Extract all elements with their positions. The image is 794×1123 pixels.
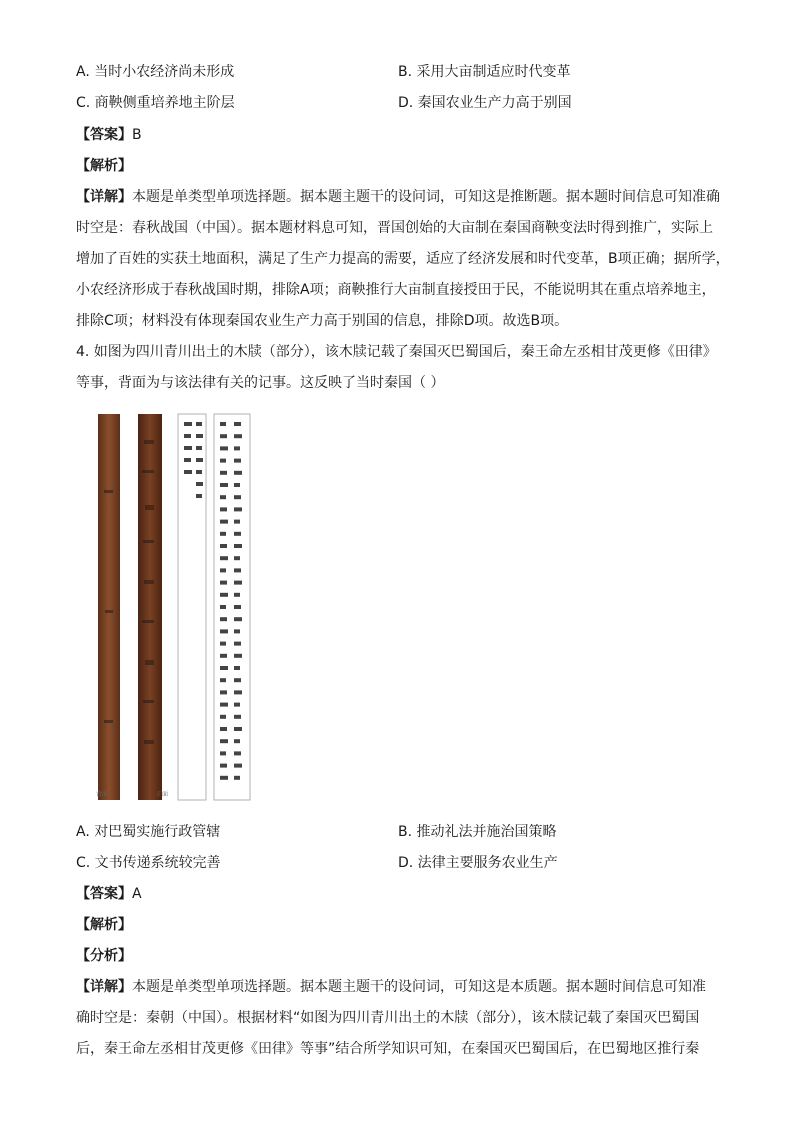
transcription-glyph xyxy=(234,581,242,585)
transcription-glyph xyxy=(234,776,240,780)
transcription-glyph xyxy=(234,556,240,560)
transcription-glyph xyxy=(220,727,227,731)
q3-detail-line: 小农经济形成于春秋战国时期，排除A项；商鞅推行大亩制直接授田于民，不能说明其在重点培养地主， xyxy=(76,282,716,298)
transcription-front xyxy=(214,414,250,800)
transcription-glyph xyxy=(220,556,228,560)
transcription-glyph xyxy=(220,471,227,475)
transcription-glyph xyxy=(220,459,226,463)
transcription-glyph xyxy=(220,446,228,450)
transcription-glyph xyxy=(234,666,240,670)
transcription-glyph xyxy=(234,459,241,463)
transcription-glyph xyxy=(234,605,241,609)
transcription-glyph xyxy=(220,495,226,499)
transcription-glyph xyxy=(220,507,227,511)
transcription-glyph xyxy=(220,483,228,487)
q4-stem-line: 4. 如图为四川青川出土的木牍（部分），该木牍记载了秦国灭巴蜀国后，秦王命左丞相甘茂更修《田律》 xyxy=(76,344,717,360)
answer-tag: 【答案】 xyxy=(76,127,132,143)
transcription-glyph xyxy=(220,593,228,597)
q3-option-c: C. 商鞅侧重培养地主阶层 xyxy=(76,95,235,111)
q4-analysis-tag: 【解析】 xyxy=(76,917,132,933)
transcription-glyph xyxy=(234,727,242,731)
wooden-slip-figure xyxy=(92,410,254,802)
answer-tag: 【答案】 xyxy=(76,886,132,902)
transcription-glyph xyxy=(220,642,226,646)
transcription-glyph xyxy=(234,532,241,536)
q4-detail-line: 【详解】本题是单类型单项选择题。据本题主题干的设问词，可知这是本质题。据本题时间信息可知准 xyxy=(76,979,706,995)
transcription-glyph xyxy=(220,544,227,548)
transcription-glyph xyxy=(234,483,240,487)
q3-detail-line: 时空是：春秋战国（中国）。据本题材料息可知，晋国创始的大亩制在秦国商鞅变法时得到推广，实际上 xyxy=(76,220,713,236)
q4-option-b: B. 推动礼法并施治国策略 xyxy=(398,824,557,840)
q3-detail-line: 【详解】本题是单类型单项选择题。据本题主题干的设问词，可知这是推断题。据本题时间信息可知准确 xyxy=(76,189,720,205)
transcription-glyph xyxy=(234,642,241,646)
transcription-glyph xyxy=(220,739,228,743)
transcription-glyph xyxy=(234,434,242,438)
q4-answer xyxy=(76,884,726,904)
transcription-glyph xyxy=(234,446,240,450)
transcription-glyph xyxy=(220,434,227,438)
transcription-glyph xyxy=(220,617,227,621)
transcription-glyph xyxy=(234,520,240,524)
transcription-glyph xyxy=(220,568,226,572)
figure-label-front: 正面 xyxy=(156,791,169,798)
q3-detail-line: 排除C项；材料没有体现秦国农业生产力高于别国的信息，排除D项。故选B项。 xyxy=(76,313,569,329)
answer-value: A xyxy=(132,886,142,902)
detail-tag: 【详解】 xyxy=(76,189,132,205)
transcription-glyph xyxy=(234,654,242,658)
q3-option-b: B. 采用大亩制适应时代变革 xyxy=(398,64,571,80)
q4-detail-line: 后，秦王命左丞相甘茂更修《田律》等事”结合所学知识可知，在秦国灭巴蜀国后，在巴蜀地区推行秦 xyxy=(76,1041,700,1057)
q3-analysis-tag: 【解析】 xyxy=(76,158,132,174)
transcription-glyph xyxy=(234,715,241,719)
q3-answer xyxy=(76,125,726,145)
transcription-glyph xyxy=(234,678,241,682)
detail-tag: 【详解】 xyxy=(76,979,132,995)
transcription-glyph xyxy=(220,764,227,768)
transcription-glyph xyxy=(220,690,227,694)
q4-option-a: A. 对巴蜀实施行政管辖 xyxy=(76,824,221,840)
q4-stem-line: 等事，背面为与该法律有关的记事。这反映了当时秦国（ ） xyxy=(76,375,445,391)
transcription-glyph xyxy=(234,617,242,621)
transcription-glyph xyxy=(220,422,226,426)
transcription-glyph xyxy=(234,690,242,694)
transcription-glyph xyxy=(220,703,228,707)
transcription-glyph xyxy=(234,568,241,572)
wooden-slip-back xyxy=(98,414,120,800)
answer-value: B xyxy=(132,127,142,143)
transcription-glyph xyxy=(220,715,226,719)
transcription-glyph xyxy=(220,654,227,658)
q4-fenxi-tag: 【分析】 xyxy=(76,948,132,964)
transcription-glyph xyxy=(220,678,226,682)
transcription-glyph xyxy=(234,703,240,707)
transcription-glyph xyxy=(234,507,242,511)
transcription-glyph xyxy=(234,422,241,426)
transcription-glyph xyxy=(234,739,240,743)
q3-option-d: D. 秦国农业生产力高于别国 xyxy=(398,95,572,111)
transcription-glyph xyxy=(234,629,240,633)
transcription-glyph xyxy=(234,544,242,548)
transcription-glyph xyxy=(234,471,242,475)
transcription-glyph xyxy=(220,532,226,536)
q3-option-a: A. 当时小农经济尚未形成 xyxy=(76,64,235,80)
transcription-glyph xyxy=(234,593,240,597)
transcription-glyph xyxy=(220,666,228,670)
transcription-glyph xyxy=(220,776,228,780)
transcription-glyph xyxy=(220,605,226,609)
q4-option-c: C. 文书传递系统较完善 xyxy=(76,855,221,871)
q3-detail-line: 增加了百姓的实获土地面积，满足了生产力提高的需要，适应了经济发展和时代变革，B项正确；据所学， xyxy=(76,251,730,267)
q4-detail-line: 确时空是：秦朝（中国）。根据材料“如图为四川青川出土的木牍（部分），该木牍记载了秦国灭巴蜀国 xyxy=(76,1010,700,1026)
transcription-glyph xyxy=(220,751,226,755)
transcription-glyph xyxy=(220,629,228,633)
transcription-glyph xyxy=(220,520,228,524)
q4-option-d: D. 法律主要服务农业生产 xyxy=(398,855,558,871)
transcription-glyph xyxy=(234,495,241,499)
figure-label-back: 背面 xyxy=(96,791,109,798)
transcription-glyph xyxy=(234,751,241,755)
transcription-glyph xyxy=(234,764,242,768)
transcription-glyph xyxy=(220,581,227,585)
